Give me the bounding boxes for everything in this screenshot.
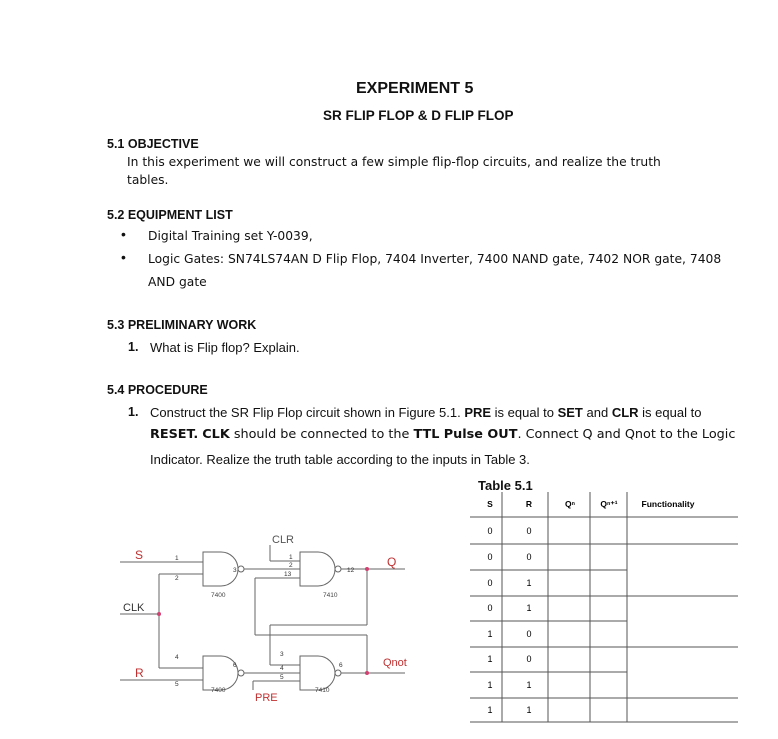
sr-flip-flop-circuit [115,520,415,710]
cell-r: 1 [526,603,532,613]
pin-number: 12 [347,567,355,574]
cell-r: 0 [526,629,532,639]
cell-r: 1 [526,578,532,588]
procedure-line3: Indicator. Realize the truth table according to the inputs in Table 3. [150,452,530,467]
procedure-line2 [150,427,735,442]
reset-term: RESET. [150,427,199,442]
header-qn1: Qⁿ⁺¹ [600,499,618,509]
table-row [487,552,531,562]
q-label: Q [387,555,397,569]
cell-s: 0 [487,578,493,588]
pin-number: 5 [280,674,284,681]
r-label: R [135,666,144,680]
cell-r: 0 [526,526,532,536]
pin-number: 13 [284,571,292,578]
table-row [487,603,531,613]
equipment-heading: 5.2 EQUIPMENT LIST [107,208,233,222]
bullet-icon: • [121,249,126,265]
pin-number: 4 [175,654,179,661]
cell-s: 1 [487,654,493,664]
chip-label: 7400 [211,592,226,599]
pin-number: 6 [233,662,237,669]
clr-label: CLR [272,534,295,546]
clk-term: CLK [202,427,230,442]
cell-s: 1 [487,705,493,715]
cell-r: 1 [526,680,532,690]
objective-heading: 5.1 OBJECTIVE [107,137,199,151]
table-row [487,680,531,690]
qnot-label: Qnot [383,657,407,669]
cell-s: 1 [487,629,493,639]
chip-label: 7400 [211,687,226,694]
procedure-text: . Connect Q and Qnot to the Logic [517,427,736,442]
preliminary-heading: 5.3 PRELIMINARY WORK [107,318,257,332]
pin-number: 3 [233,567,237,574]
procedure-text: is equal to [494,405,554,420]
clk-label: CLK [123,602,145,614]
equipment-item-1: Digital Training set Y-0039, [148,229,313,243]
chip-label: 7410 [323,592,338,599]
objective-text-line1: In this experiment we will construct a few simple flip-flop circuits, and realize the truth [127,155,661,169]
chip-label: 7410 [315,687,330,694]
procedure-heading: 5.4 PROCEDURE [107,383,208,397]
header-r: R [525,499,533,509]
clr-term: CLR [611,405,639,420]
pin-number: 2 [289,562,293,569]
truth-table [466,490,742,730]
pin-number: 2 [175,575,179,582]
table-row [487,629,531,639]
ttl-term: TTL Pulse OUT [413,427,518,442]
pre-label: PRE [255,692,278,704]
cell-s: 0 [487,603,493,613]
cell-s: 0 [487,526,493,536]
header-qn: Qⁿ [565,499,575,509]
table-row [487,526,531,536]
page-subtitle: SR FLIP FLOP & D FLIP FLOP [323,108,514,123]
procedure-number: 1. [128,405,139,419]
table-caption: Table 5.1 [478,478,533,493]
objective-text-line2: tables. [127,173,169,187]
procedure-text: Construct the SR Flip Flop circuit shown in Figure 5.1. [150,405,461,420]
equipment-item-2: Logic Gates: SN74LS74AN D Flip Flop, 7404 Inverter, 7400 NAND gate, 7402 NOR gate, 7408 [148,252,722,266]
pin-number: 1 [175,555,179,562]
cell-s: 0 [487,552,493,562]
pin-number: 3 [280,651,284,658]
header-functionality: Functionality [641,499,695,509]
set-term: SET [557,405,583,420]
junction-dot [365,567,369,571]
procedure-text: should be connected to the [233,427,410,442]
procedure-text: and [586,405,609,420]
pin-number: 5 [175,681,179,688]
cell-r: 0 [526,552,532,562]
procedure-line1 [150,405,701,420]
cell-r: 0 [526,654,532,664]
pin-number: 6 [339,662,343,669]
table-row [487,705,531,715]
junction-dot [157,612,161,616]
table-row [487,654,531,664]
s-label: S [135,548,144,562]
pin-number: 1 [289,554,293,561]
preliminary-question: What is Flip flop? Explain. [150,340,300,355]
table-row [487,578,531,588]
cell-r: 1 [526,705,532,715]
preliminary-number: 1. [128,340,139,354]
header-s: S [487,499,493,509]
bullet-icon: • [121,226,126,242]
equipment-item-2-cont: AND gate [148,275,207,289]
junction-dot [365,671,369,675]
cell-s: 1 [487,680,493,690]
page-title: EXPERIMENT 5 [356,80,474,97]
procedure-text: is equal to [642,405,702,420]
pin-number: 4 [280,665,284,672]
pre-term: PRE [464,405,492,420]
